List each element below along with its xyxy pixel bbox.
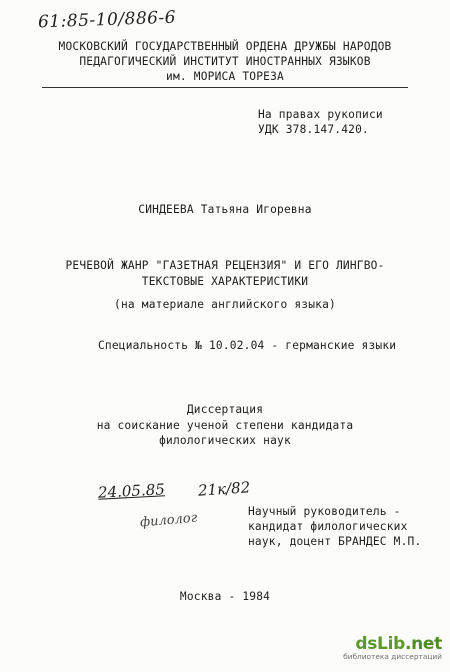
handwritten-archive-number: 61:85-10/886-6 (37, 7, 177, 33)
udc-code: УДК 378.147.420. (258, 123, 369, 136)
dslib-logo (355, 634, 442, 654)
supervisor-line-1: Научный руководитель - (248, 505, 401, 518)
handwritten-reference: 21к/82 (197, 478, 251, 500)
handwritten-date: 24.05.85 (97, 480, 166, 502)
title-line-1: РЕЧЕВОЙ ЖАНР "ГАЗЕТНАЯ РЕЦЕНЗИЯ" И ЕГО ЛИНГВО- (65, 259, 385, 272)
supervisor-line-3: наук, доцент БРАНДЕС М.П. (248, 535, 422, 548)
specialty: Специальность № 10.02.04 - германские языки (98, 339, 397, 352)
handwritten-scribble: филолог (139, 510, 198, 531)
supervisor-line-2: кандидат филологических (248, 520, 408, 533)
place-and-year: Москва - 1984 (179, 590, 271, 603)
header-divider (42, 87, 408, 88)
dslib-logo-tld: .net (404, 634, 442, 654)
header-line-3: им. МОРИСА ТОРЕЗА (166, 70, 284, 83)
header-line-2: ПЕДАГОГИЧЕСКИЙ ИНСТИТУТ ИНОСТРАННЫХ ЯЗЫКОВ (79, 55, 371, 68)
dissertation-line-2: на соискание ученой степени кандидата (96, 419, 354, 432)
dissertation-line-3: филологических наук (159, 434, 291, 447)
dissertation-line-1: Диссертация (186, 403, 264, 416)
dslib-logo-main: dsLib (355, 634, 405, 654)
header-line-1: МОСКОВСКИЙ ГОСУДАРСТВЕННЫЙ ОРДЕНА ДРУЖБЫ НАРОДОВ (58, 40, 392, 53)
dslib-watermark[interactable] (326, 634, 442, 664)
title-subtitle: (на материале английского языка) (114, 298, 336, 311)
author-name: СИНДЕЕВА Татьяна Игоревна (138, 203, 312, 216)
title-line-2: ТЕКСТОВЫЕ ХАРАКТЕРИСТИКИ (141, 275, 309, 288)
manuscript-rights-label: На правах рукописи (258, 108, 383, 121)
dslib-subtitle: библиотека диссертаций (343, 652, 442, 661)
